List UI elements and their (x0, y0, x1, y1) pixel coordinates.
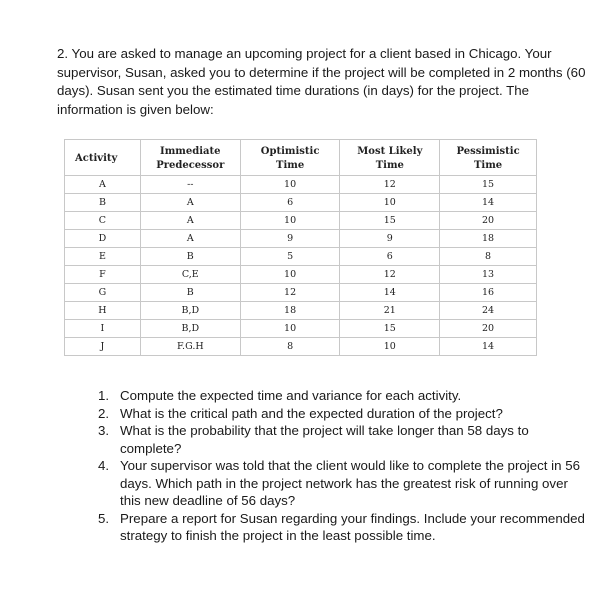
cell-activity: D (65, 230, 141, 248)
cell-activity: G (65, 284, 141, 302)
cell-predecessor: A (140, 230, 240, 248)
cell-activity: E (65, 248, 141, 266)
table-row (65, 284, 537, 302)
cell-most-likely: 14 (340, 284, 440, 302)
list-item (98, 405, 588, 423)
cell-pessimistic: 13 (440, 266, 537, 284)
cell-pessimistic: 18 (440, 230, 537, 248)
cell-optimistic: 10 (240, 212, 340, 230)
cell-activity: B (65, 194, 141, 212)
cell-optimistic: 9 (240, 230, 340, 248)
header-pessimistic: Pessimistic Time (440, 140, 537, 176)
header-predecessor: Immediate Predecessor (140, 140, 240, 176)
cell-activity: A (65, 176, 141, 194)
cell-predecessor: A (140, 194, 240, 212)
question-number: 2. (98, 405, 110, 421)
header-most-likely: Most Likely Time (340, 140, 440, 176)
cell-predecessor: B (140, 248, 240, 266)
question-text: What is the probability that the project will take longer than 58 days to complete? (120, 423, 529, 456)
cell-optimistic: 10 (240, 320, 340, 338)
question-number: 1. (98, 388, 110, 403)
cell-activity: J (65, 338, 141, 356)
cell-optimistic: 6 (240, 194, 340, 212)
cell-optimistic: 5 (240, 248, 340, 266)
cell-most-likely: 15 (340, 320, 440, 338)
cell-activity: C (65, 212, 141, 230)
cell-most-likely: 15 (340, 212, 440, 230)
cell-optimistic: 10 (240, 266, 340, 284)
table-row (65, 194, 537, 212)
cell-pessimistic: 8 (440, 248, 537, 266)
cell-pessimistic: 15 (440, 176, 537, 194)
cell-activity: I (65, 320, 141, 338)
list-item (98, 387, 588, 405)
list-item (98, 457, 588, 510)
cell-optimistic: 12 (240, 284, 340, 302)
table-row (65, 338, 537, 356)
table-row (65, 320, 537, 338)
table-row (65, 176, 537, 194)
list-item (98, 510, 588, 545)
header-activity: Activity (65, 140, 141, 176)
cell-pessimistic: 20 (440, 212, 537, 230)
cell-activity: H (65, 302, 141, 320)
table-row (65, 230, 537, 248)
list-item (98, 422, 588, 457)
cell-predecessor: F.G.H (140, 338, 240, 356)
problem-intro: 2. You are asked to manage an upcoming project for a client based in Chicago. Your supervisor, Susan, asked you to determine if the project will be completed in 2 months (60 days). Susan sent you the estimated time durations (in days) for the project. The information is given below: (57, 46, 586, 117)
table-row (65, 302, 537, 320)
cell-most-likely: 12 (340, 176, 440, 194)
cell-most-likely: 10 (340, 338, 440, 356)
question-text: Compute the expected time and variance for each activity. (120, 388, 462, 403)
table-row (65, 266, 537, 284)
cell-activity: F (65, 266, 141, 284)
cell-pessimistic: 20 (440, 320, 537, 338)
cell-optimistic: 10 (240, 176, 340, 194)
table-row (65, 248, 537, 266)
cell-most-likely: 10 (340, 194, 440, 212)
cell-optimistic: 18 (240, 302, 340, 320)
cell-predecessor: B (140, 284, 240, 302)
cell-most-likely: 9 (340, 230, 440, 248)
table-row (65, 212, 537, 230)
question-number: 4. (98, 458, 110, 473)
cell-optimistic: 8 (240, 338, 340, 356)
question-text: What is the critical path and the expected duration of the project? (120, 405, 503, 421)
cell-predecessor: B,D (140, 320, 240, 338)
question-number: 5. (98, 510, 110, 526)
cell-pessimistic: 14 (440, 194, 537, 212)
cell-pessimistic: 16 (440, 284, 537, 302)
question-text: Your supervisor was told that the client would like to complete the project in 56 days. Which path in the project network has the greatest risk of running over this new deadline of 56 days? (120, 458, 580, 508)
cell-pessimistic: 14 (440, 338, 537, 356)
cell-predecessor: C,E (140, 266, 240, 284)
cell-predecessor: A (140, 212, 240, 230)
cell-most-likely: 21 (340, 302, 440, 320)
question-number: 3. (98, 423, 110, 438)
cell-predecessor: B,D (140, 302, 240, 320)
question-text: Prepare a report for Susan regarding your findings. Include your recommended strategy to finish the project in the least possible time. (120, 510, 585, 543)
cell-most-likely: 6 (340, 248, 440, 266)
cell-pessimistic: 24 (440, 302, 537, 320)
header-optimistic: Optimistic Time (240, 140, 340, 176)
cell-predecessor: -- (140, 176, 240, 194)
question-list (98, 387, 588, 545)
cell-most-likely: 12 (340, 266, 440, 284)
table-header-row (65, 140, 537, 176)
activity-table (64, 139, 537, 356)
